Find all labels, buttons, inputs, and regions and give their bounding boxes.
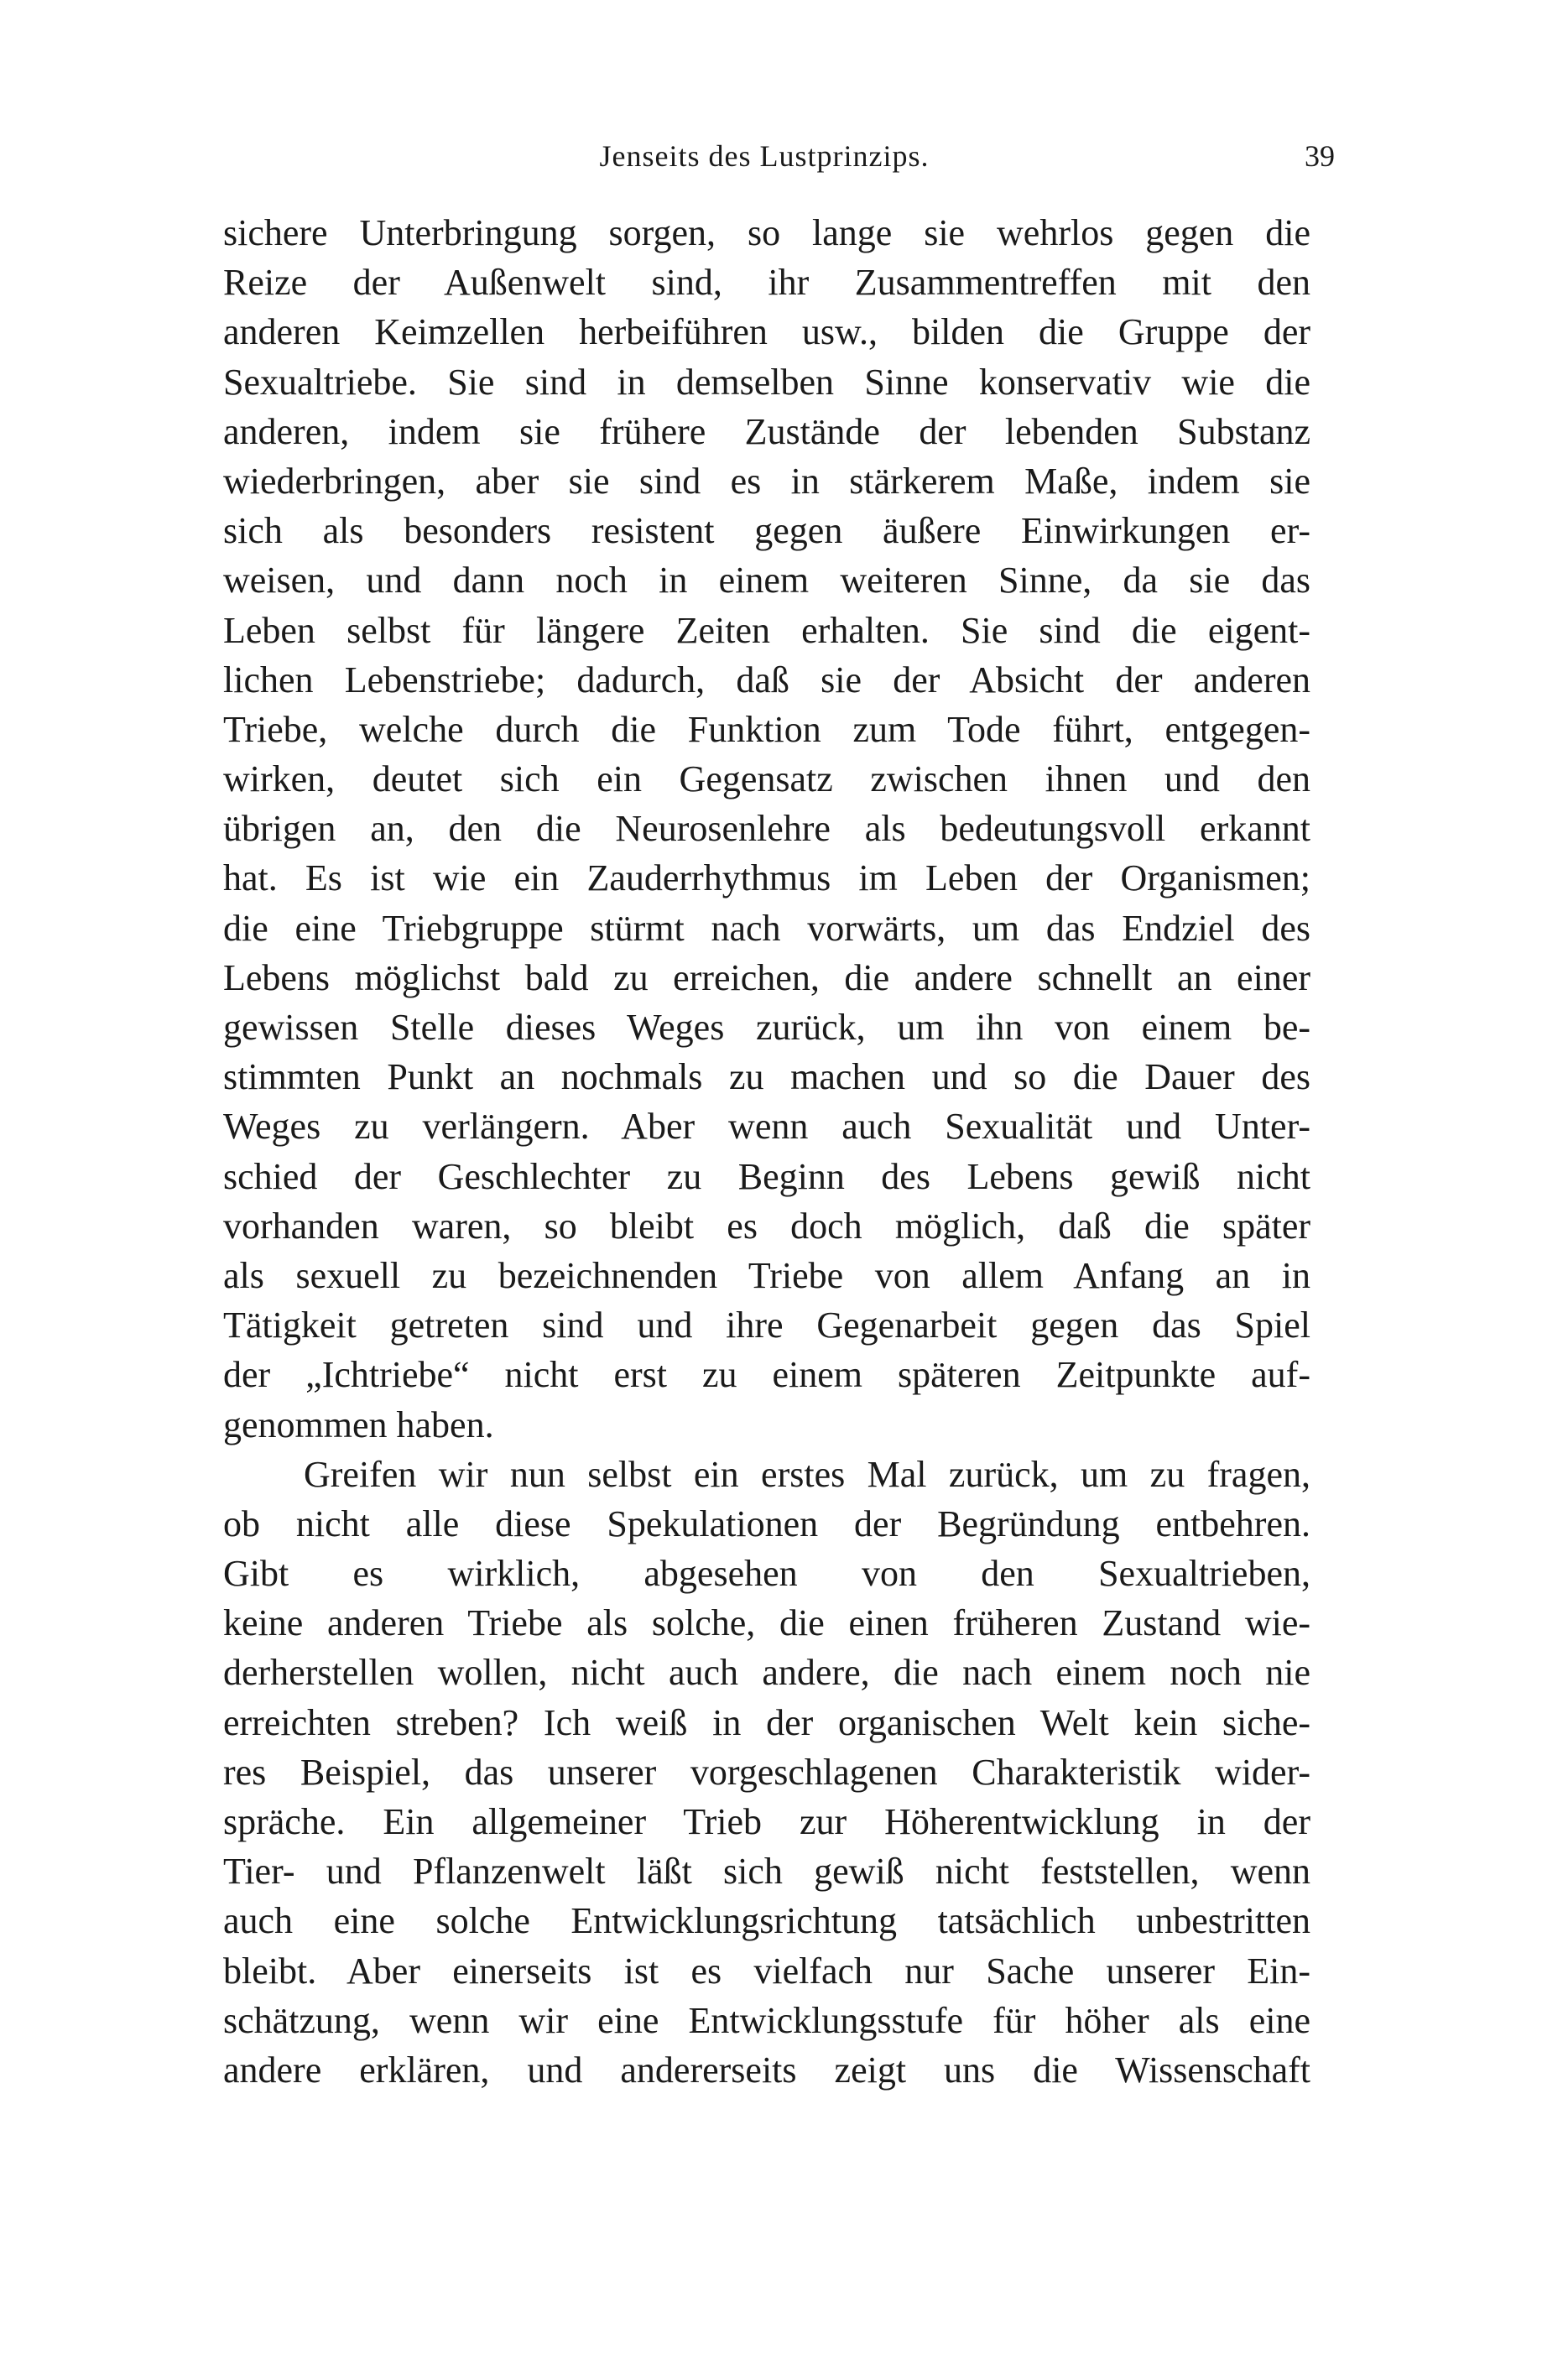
text-line: ob nicht alle diese Spekulationen der Begründung entbehren. (223, 1502, 1310, 1544)
text-line: wiederbringen, aber sie sind es in stärkerem Maße, indem sie (223, 460, 1310, 502)
text-line: anderen Keimzellen herbeiführen usw., bilden die Gruppe der (223, 311, 1310, 353)
text-line: Lebens möglichst bald zu erreichen, die andere schnellt an einer (223, 956, 1310, 998)
text-line: keine anderen Triebe als solche, die einen früheren Zustand wie- (223, 1602, 1310, 1644)
text-line: hat. Es ist wie ein Zauderrhythmus im Leben der Organismen; (223, 857, 1310, 899)
text-line: Tier- und Pflanzenwelt läßt sich gewiß nicht feststellen, wenn (223, 1851, 1310, 1893)
text-line: schied der Geschlechter zu Beginn des Lebens gewiß nicht (223, 1155, 1310, 1197)
text-line: derherstellen wollen, nicht auch andere, die nach einem noch nie (223, 1652, 1310, 1694)
text-line: erreichten streben? Ich weiß in der organischen Welt kein siche- (223, 1701, 1310, 1743)
text-line: Leben selbst für längere Zeiten erhalten. Sie sind die eigent- (223, 609, 1310, 651)
text-line: Reize der Außenwelt sind, ihr Zusammentreffen mit den (223, 262, 1310, 304)
text-line: Triebe, welche durch die Funktion zum Tode führt, entgegen- (223, 708, 1310, 750)
body-text (223, 208, 1310, 2095)
text-line: andere erklären, und andererseits zeigt uns die Wissenschaft (223, 2049, 1310, 2091)
text-line: stimmten Punkt an nochmals zu machen und so die Dauer des (223, 1056, 1310, 1098)
text-line: spräche. Ein allgemeiner Trieb zur Höherentwicklung in der (223, 1801, 1310, 1842)
text-line: die eine Triebgruppe stürmt nach vorwärts, um das Endziel des (223, 907, 1310, 949)
text-line: Tätigkeit getreten sind und ihre Gegenarbeit gegen das Spiel (223, 1305, 1310, 1346)
text-line: Gibt es wirklich, abgesehen von den Sexualtrieben, (223, 1553, 1310, 1595)
text-line: genommen haben. (223, 1404, 494, 1445)
text-line: Sexualtriebe. Sie sind in demselben Sinne konservativ wie die (223, 361, 1310, 403)
text-line: bleibt. Aber einerseits ist es vielfach nur Sache unserer Ein- (223, 1950, 1310, 1992)
text-line: schätzung, wenn wir eine Entwicklungsstufe für höher als eine (223, 1999, 1310, 2041)
text-line: als sexuell zu bezeichnenden Triebe von allem Anfang an in (223, 1254, 1310, 1296)
text-line: gewissen Stelle dieses Weges zurück, um ihn von einem be- (223, 1007, 1310, 1048)
text-line: sich als besonders resistent gegen äußere Einwirkungen er- (223, 510, 1310, 552)
text-line: vorhanden waren, so bleibt es doch möglich, daß die später (223, 1205, 1310, 1247)
text-line: anderen, indem sie frühere Zustände der lebenden Substanz (223, 410, 1310, 452)
text-line: übrigen an, den die Neurosenlehre als bedeutungsvoll erkannt (223, 808, 1310, 850)
text-line: der „Ichtriebe“ nicht erst zu einem späteren Zeitpunkte auf- (223, 1354, 1310, 1396)
text-line: lichen Lebenstriebe; dadurch, daß sie der Absicht der anderen (223, 659, 1310, 700)
text-line: Weges zu verlängern. Aber wenn auch Sexualität und Unter- (223, 1106, 1310, 1148)
text-line: wirken, deutet sich ein Gegensatz zwischen ihnen und den (223, 758, 1310, 800)
running-title: Jenseits des Lustprinzips. (599, 139, 930, 173)
text-line: sichere Unterbringung sorgen, so lange sie wehrlos gegen die (223, 212, 1310, 253)
text-line: weisen, und dann noch in einem weiteren Sinne, da sie das (223, 560, 1310, 602)
text-line: res Beispiel, das unserer vorgeschlagenen Charakteristik wider- (223, 1751, 1310, 1793)
page-number: 39 (1305, 139, 1335, 173)
text-line: auch eine solche Entwicklungsrichtung tatsächlich unbestritten (223, 1900, 1310, 1942)
text-line: Greifen wir nun selbst ein erstes Mal zurück, um zu fragen, (304, 1453, 1310, 1495)
